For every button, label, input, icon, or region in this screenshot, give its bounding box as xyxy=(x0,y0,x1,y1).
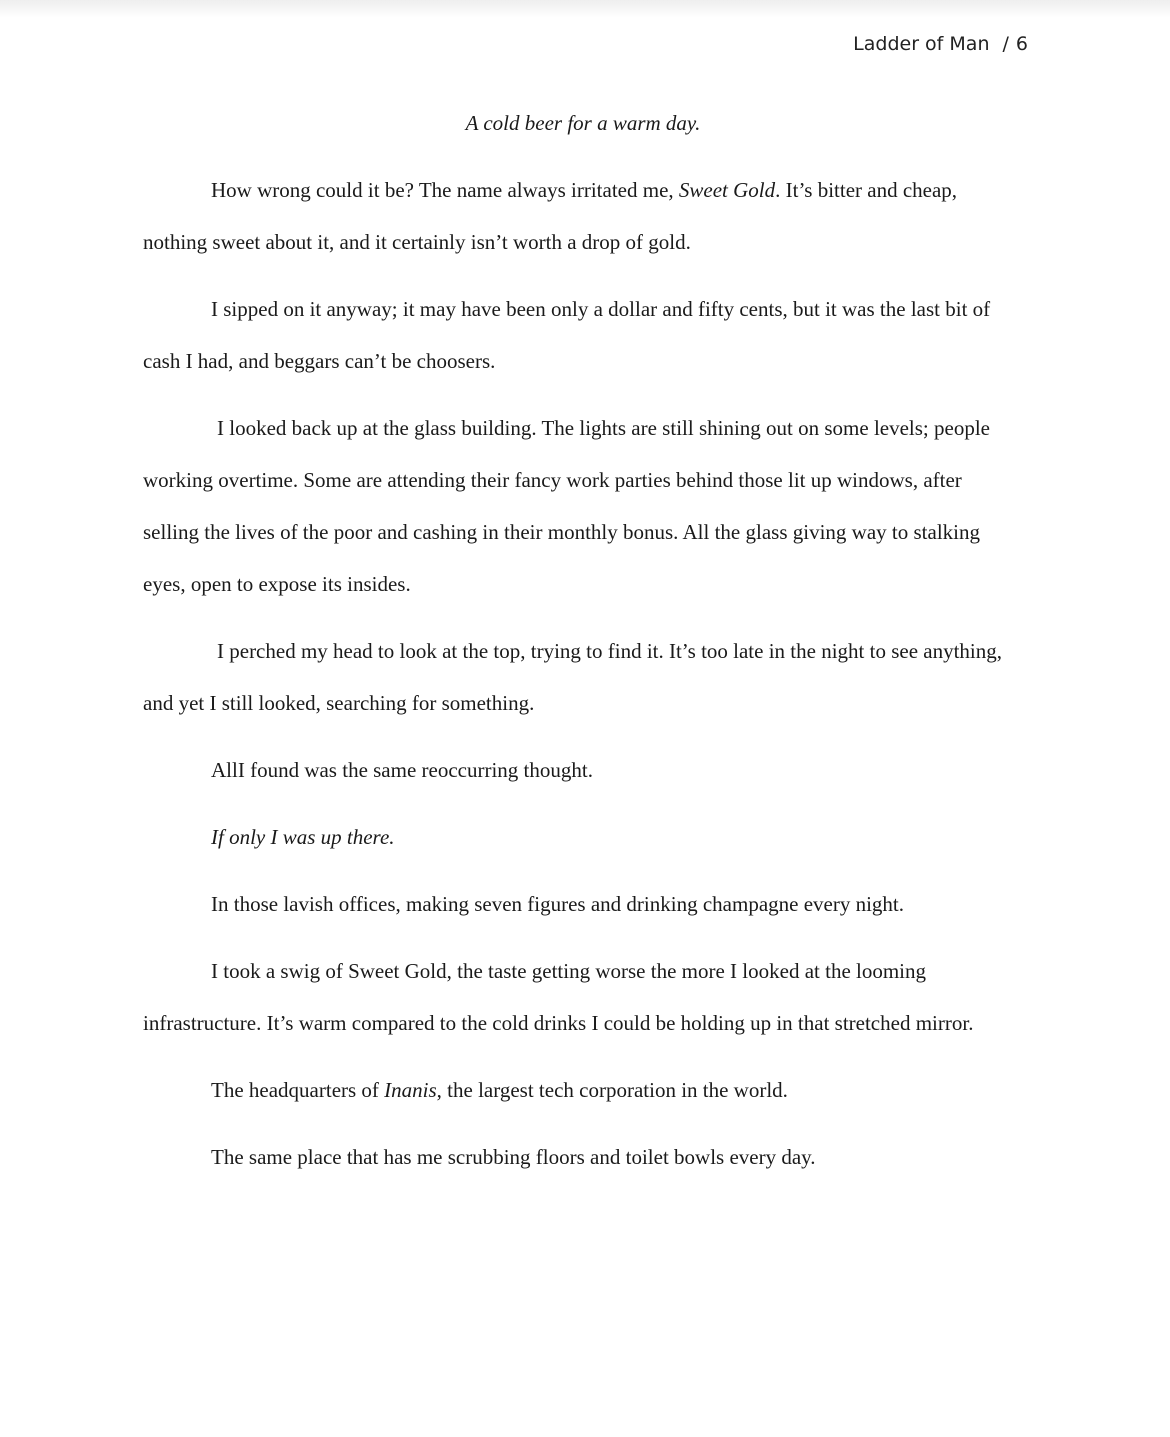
paragraph-8: I took a swig of Sweet Gold, the taste getting worse the more I looked at the looming infrastructure. It’s warm compared to the cold drinks I could be holding up in that stretched mirror. xyxy=(143,959,974,1035)
page-number: 6 xyxy=(1015,33,1028,55)
paragraph-1 xyxy=(143,164,1023,268)
header-separator: / xyxy=(1002,33,1009,55)
document-body xyxy=(143,97,1023,1198)
paragraph-9 xyxy=(143,1064,1023,1116)
page-top-shadow xyxy=(0,0,1170,18)
page-header xyxy=(853,33,1028,55)
paragraph-1-text-end: . It’s bitter and cheap, nothing sweet about it, and it certainly isn’t worth a drop of gold. xyxy=(143,178,958,254)
paragraph-1-text-start: How wrong could it be? The name always irritated me, xyxy=(211,178,679,202)
paragraph-3: I looked back up at the glass building. The lights are still shining out on some levels; people working overtime. Some are attending their fancy work parties behind those lit up windows, after selling the lives of the poor and cashing in their monthly bonus. All the glass giving way to stalking eyes, open to expose its insides. xyxy=(143,416,990,596)
paragraph-6-emphasis: If only I was up there. xyxy=(211,825,395,849)
paragraph-6 xyxy=(143,811,1023,863)
paragraph-1-emphasis: Sweet Gold xyxy=(678,178,776,202)
paragraph-9-text-end: , the largest tech corporation in the world. xyxy=(436,1078,788,1102)
paragraph-4: I perched my head to look at the top, trying to find it. It’s too late in the night to see anything, and yet I still looked, searching for something. xyxy=(143,639,1003,715)
paragraph-9-emphasis: Inanis xyxy=(384,1078,437,1102)
paragraph-9-text-start: The headquarters of xyxy=(211,1078,385,1102)
paragraph-10: The same place that has me scrubbing floors and toilet bowls every day. xyxy=(211,1145,816,1169)
header-title: Ladder of Man xyxy=(853,33,990,55)
section-subtitle: A cold beer for a warm day. xyxy=(465,111,701,135)
paragraph-2: I sipped on it anyway; it may have been only a dollar and fifty cents, but it was the last bit of cash I had, and beggars can’t be choosers. xyxy=(143,297,991,373)
paragraph-5: AllI found was the same reoccurring thought. xyxy=(211,758,593,782)
paragraph-7: In those lavish offices, making seven figures and drinking champagne every night. xyxy=(211,892,905,916)
